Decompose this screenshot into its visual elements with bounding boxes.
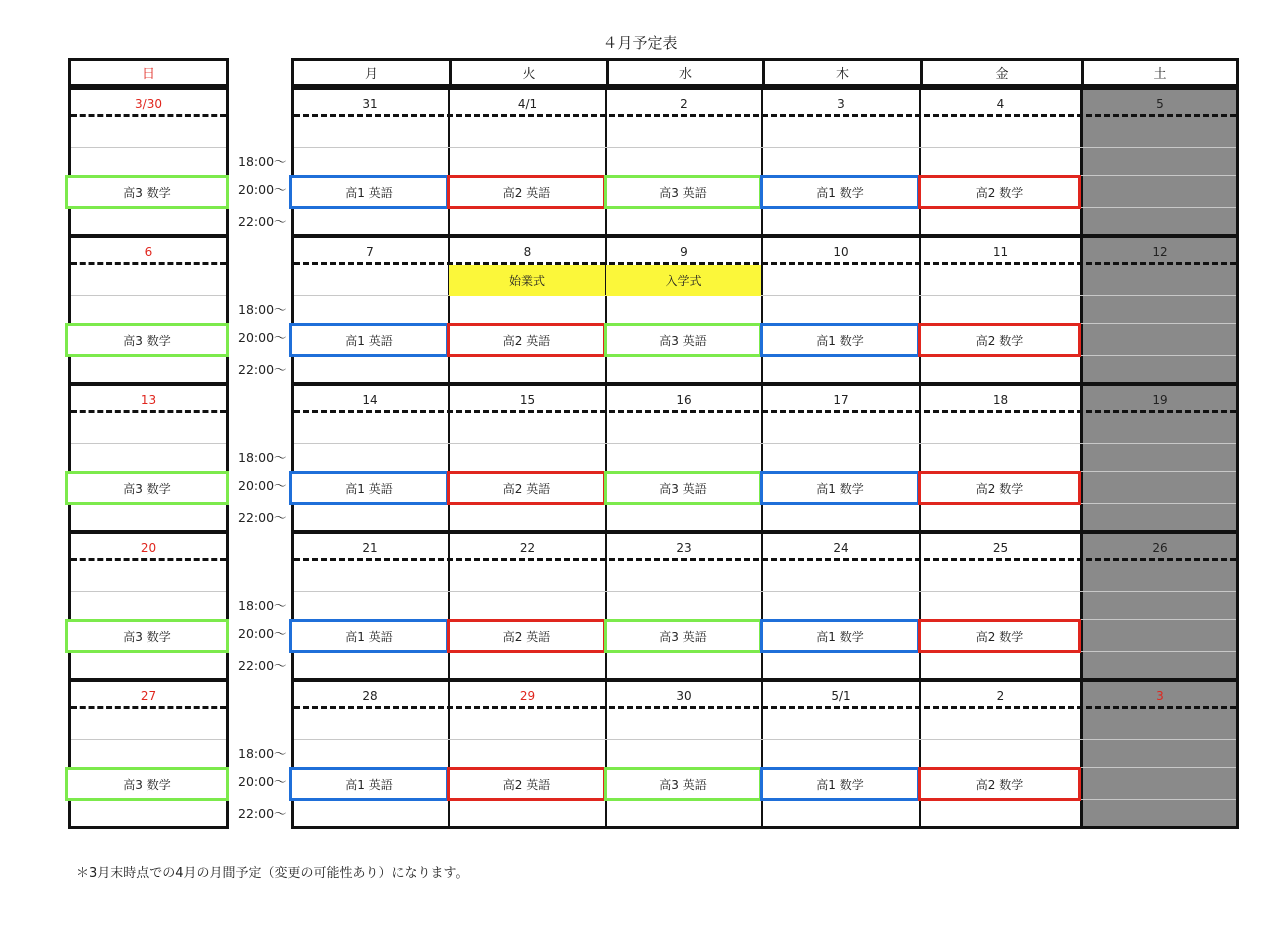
date-label: 23 xyxy=(676,540,692,555)
weekday-header: 水 xyxy=(606,58,762,87)
date-label: 3/30 xyxy=(135,96,162,111)
date-label: 28 xyxy=(362,688,378,703)
time-label: 22:00〜 xyxy=(238,658,287,673)
lesson-cell: 高3 数学 xyxy=(65,767,229,801)
time-label: 20:00〜 xyxy=(238,774,287,789)
lesson-cell: 高1 英語 xyxy=(289,471,449,505)
lesson-cell: 高1 英語 xyxy=(289,323,449,357)
lesson-cell: 高2 数学 xyxy=(918,175,1081,209)
row-line xyxy=(71,739,226,740)
date-label: 15 xyxy=(519,392,536,407)
lesson-cell: 高2 数学 xyxy=(918,471,1081,505)
row-line xyxy=(71,591,226,592)
time-label: 20:00〜 xyxy=(238,330,287,345)
lesson-cell: 高1 英語 xyxy=(289,767,449,801)
date-label: 26 xyxy=(1152,540,1168,555)
week-sunday-block xyxy=(68,87,229,237)
time-label: 20:00〜 xyxy=(238,626,287,641)
date-label: 12 xyxy=(1152,244,1168,259)
date-label: 11 xyxy=(992,244,1009,259)
date-label: 20 xyxy=(140,540,157,555)
date-label: 19 xyxy=(1152,392,1168,407)
lesson-cell: 高3 数学 xyxy=(65,175,229,209)
time-label: 22:00〜 xyxy=(238,214,287,229)
date-label: 22 xyxy=(519,540,536,555)
date-label: 27 xyxy=(140,688,157,703)
lesson-cell: 高3 英語 xyxy=(604,323,762,357)
date-label: 3 xyxy=(837,96,845,111)
row-line xyxy=(294,443,1236,444)
week-weekday-block xyxy=(291,235,1239,385)
date-label: 30 xyxy=(676,688,692,703)
weekday-header: 月 xyxy=(291,58,449,87)
weekday-header: 木 xyxy=(762,58,920,87)
row-line xyxy=(294,295,1236,296)
lesson-cell: 高1 数学 xyxy=(760,471,920,505)
time-label: 22:00〜 xyxy=(238,510,287,525)
date-label: 18 xyxy=(992,392,1009,407)
weekday-header: 金 xyxy=(920,58,1081,87)
time-label: 18:00〜 xyxy=(238,154,287,169)
lesson-cell: 高3 数学 xyxy=(65,619,229,653)
lesson-cell: 高1 数学 xyxy=(760,323,920,357)
lesson-cell: 高3 数学 xyxy=(65,471,229,505)
lesson-cell: 高2 英語 xyxy=(447,471,606,505)
week-sunday-block xyxy=(68,679,229,829)
date-label: 5 xyxy=(1156,96,1164,111)
date-label: 25 xyxy=(992,540,1009,555)
time-label: 18:00〜 xyxy=(238,598,287,613)
time-label: 20:00〜 xyxy=(238,478,287,493)
time-label: 20:00〜 xyxy=(238,182,287,197)
footnote: ＊3月末時点での4月の月間予定（変更の可能性あり）になります。 xyxy=(76,866,469,881)
week-weekday-block xyxy=(291,679,1239,829)
time-label: 18:00〜 xyxy=(238,302,287,317)
row-line xyxy=(71,443,226,444)
date-label: 21 xyxy=(362,540,378,555)
date-label: 24 xyxy=(833,540,849,555)
lesson-cell: 高2 英語 xyxy=(447,619,606,653)
lesson-cell: 高1 数学 xyxy=(760,175,920,209)
date-label: 31 xyxy=(362,96,378,111)
weekday-header: 日 xyxy=(68,58,229,87)
event-cell: 入学式 xyxy=(606,265,761,296)
time-label: 18:00〜 xyxy=(238,746,287,761)
row-line xyxy=(71,147,226,148)
week-sunday-block xyxy=(68,235,229,385)
lesson-cell: 高2 英語 xyxy=(447,767,606,801)
date-label: 13 xyxy=(140,392,157,407)
date-label: 2 xyxy=(680,96,688,111)
lesson-cell: 高2 英語 xyxy=(447,323,606,357)
lesson-cell: 高3 英語 xyxy=(604,471,762,505)
lesson-cell: 高3 英語 xyxy=(604,619,762,653)
row-line xyxy=(294,739,1236,740)
date-label: 4/1 xyxy=(517,96,538,111)
date-label: 6 xyxy=(144,244,153,259)
week-weekday-block xyxy=(291,531,1239,681)
weekday-header: 火 xyxy=(449,58,606,87)
date-label: 5/1 xyxy=(831,688,851,703)
date-label: 29 xyxy=(519,688,536,703)
event-cell: 始業式 xyxy=(449,265,605,296)
date-label: 16 xyxy=(676,392,692,407)
week-sunday-block xyxy=(68,531,229,681)
lesson-cell: 高3 英語 xyxy=(604,175,762,209)
row-line xyxy=(294,591,1236,592)
lesson-cell: 高2 数学 xyxy=(918,323,1081,357)
row-line xyxy=(71,295,226,296)
lesson-cell: 高3 英語 xyxy=(604,767,762,801)
row-line xyxy=(294,147,1236,148)
date-label: 7 xyxy=(366,244,374,259)
lesson-cell: 高1 数学 xyxy=(760,619,920,653)
weekday-header: 土 xyxy=(1081,58,1239,87)
time-label: 22:00〜 xyxy=(238,362,287,377)
time-label: 22:00〜 xyxy=(238,806,287,821)
time-label: 18:00〜 xyxy=(238,450,287,465)
date-label: 2 xyxy=(996,688,1005,703)
date-label: 10 xyxy=(833,244,849,259)
lesson-cell: 高1 英語 xyxy=(289,619,449,653)
lesson-cell: 高2 数学 xyxy=(918,619,1081,653)
lesson-cell: 高2 英語 xyxy=(447,175,606,209)
lesson-cell: 高1 英語 xyxy=(289,175,449,209)
lesson-cell: 高3 数学 xyxy=(65,323,229,357)
week-weekday-block xyxy=(291,87,1239,237)
week-weekday-block xyxy=(291,383,1239,533)
date-label: 17 xyxy=(833,392,849,407)
week-sunday-block xyxy=(68,383,229,533)
date-label: 9 xyxy=(680,244,688,259)
date-label: 3 xyxy=(1156,688,1164,703)
date-label: 14 xyxy=(362,392,378,407)
page-title: ４月予定表 xyxy=(602,34,678,52)
lesson-cell: 高1 数学 xyxy=(760,767,920,801)
date-label: 8 xyxy=(523,244,532,259)
date-label: 4 xyxy=(996,96,1005,111)
lesson-cell: 高2 数学 xyxy=(918,767,1081,801)
